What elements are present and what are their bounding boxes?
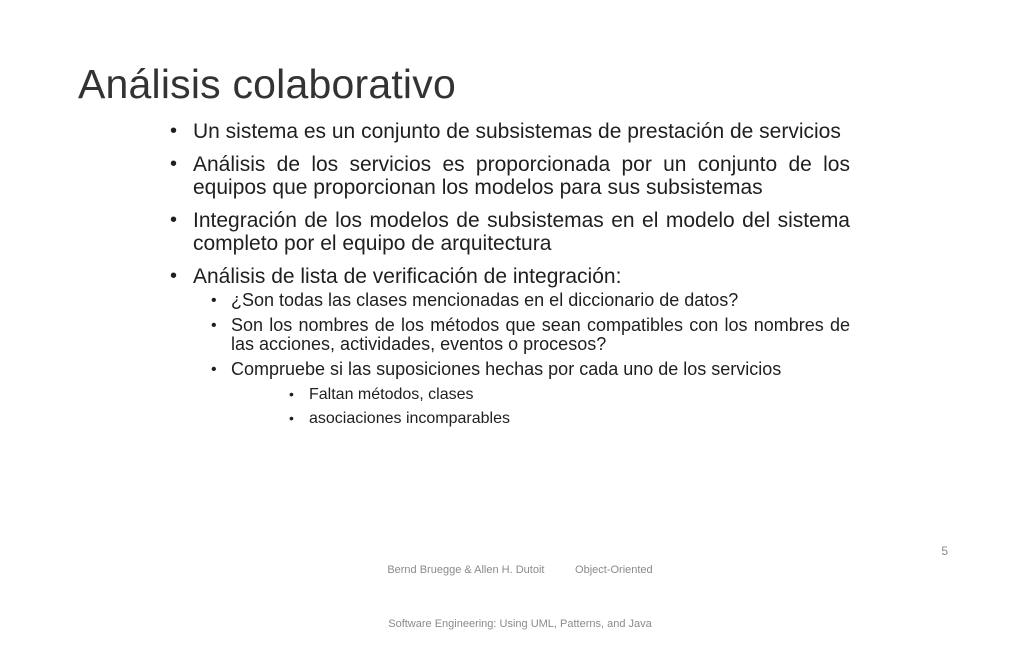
- bullet-marker: •: [170, 153, 178, 175]
- nested-bullet-list: [231, 385, 850, 428]
- nested-bullet-item-1: [270, 385, 850, 404]
- sub-bullet-item-3: [192, 360, 850, 428]
- bullet-item-4: [170, 265, 850, 428]
- bullet-marker: •: [170, 120, 178, 142]
- bullet-marker: •: [170, 265, 178, 287]
- sub-bullet-text: Son los nombres de los métodos que sean compatibles con los nombres de las acciones, actividades, eventos o procesos?: [231, 315, 850, 354]
- bullet-item-2: [170, 153, 850, 199]
- sub-bullet-list: [193, 291, 850, 428]
- sub-bullet-text: Compruebe si las suposiciones hechas por cada uno de los servicios: [231, 359, 782, 379]
- sub-bullet-marker: •: [211, 361, 217, 378]
- slide-title: Análisis colaborativo: [78, 61, 456, 107]
- slide-footer: [360, 525, 680, 669]
- sub-bullet-item-1: [192, 291, 850, 310]
- bullet-item-3: [170, 209, 850, 255]
- nested-bullet-item-2: [270, 409, 850, 428]
- bullet-text: Un sistema es un conjunto de subsistemas de prestación de servicios: [193, 120, 841, 143]
- slide-content: [170, 120, 850, 428]
- sub-bullet-marker: •: [211, 317, 217, 334]
- bullet-list: [170, 120, 850, 428]
- bullet-text: Análisis de los servicios es proporcionada por un conjunto de los equipos que proporcionan los modelos para sus subsistemas: [193, 153, 850, 199]
- page-number: 5: [941, 544, 948, 558]
- bullet-text: Análisis de lista de verificación de integración:: [193, 265, 622, 288]
- footer-line-1: Bernd Bruegge & Allen H. Dutoit Object-Oriented: [387, 564, 653, 576]
- bullet-text: Integración de los modelos de subsistemas en el modelo del sistema completo por el equipo de arquitectura: [193, 209, 850, 255]
- sub-bullet-item-2: [192, 316, 850, 354]
- nested-bullet-marker: •: [289, 410, 294, 426]
- sub-bullet-text: ¿Son todas las clases mencionadas en el diccionario de datos?: [231, 290, 739, 310]
- bullet-item-1: [170, 120, 850, 143]
- bullet-marker: •: [170, 209, 178, 231]
- footer-line-2: Software Engineering: Using UML, Patterns, and Java: [388, 618, 652, 630]
- nested-bullet-text: asociaciones incomparables: [309, 410, 510, 427]
- nested-bullet-text: Faltan métodos, clases: [309, 386, 474, 403]
- sub-bullet-marker: •: [211, 292, 217, 309]
- nested-bullet-marker: •: [289, 386, 294, 402]
